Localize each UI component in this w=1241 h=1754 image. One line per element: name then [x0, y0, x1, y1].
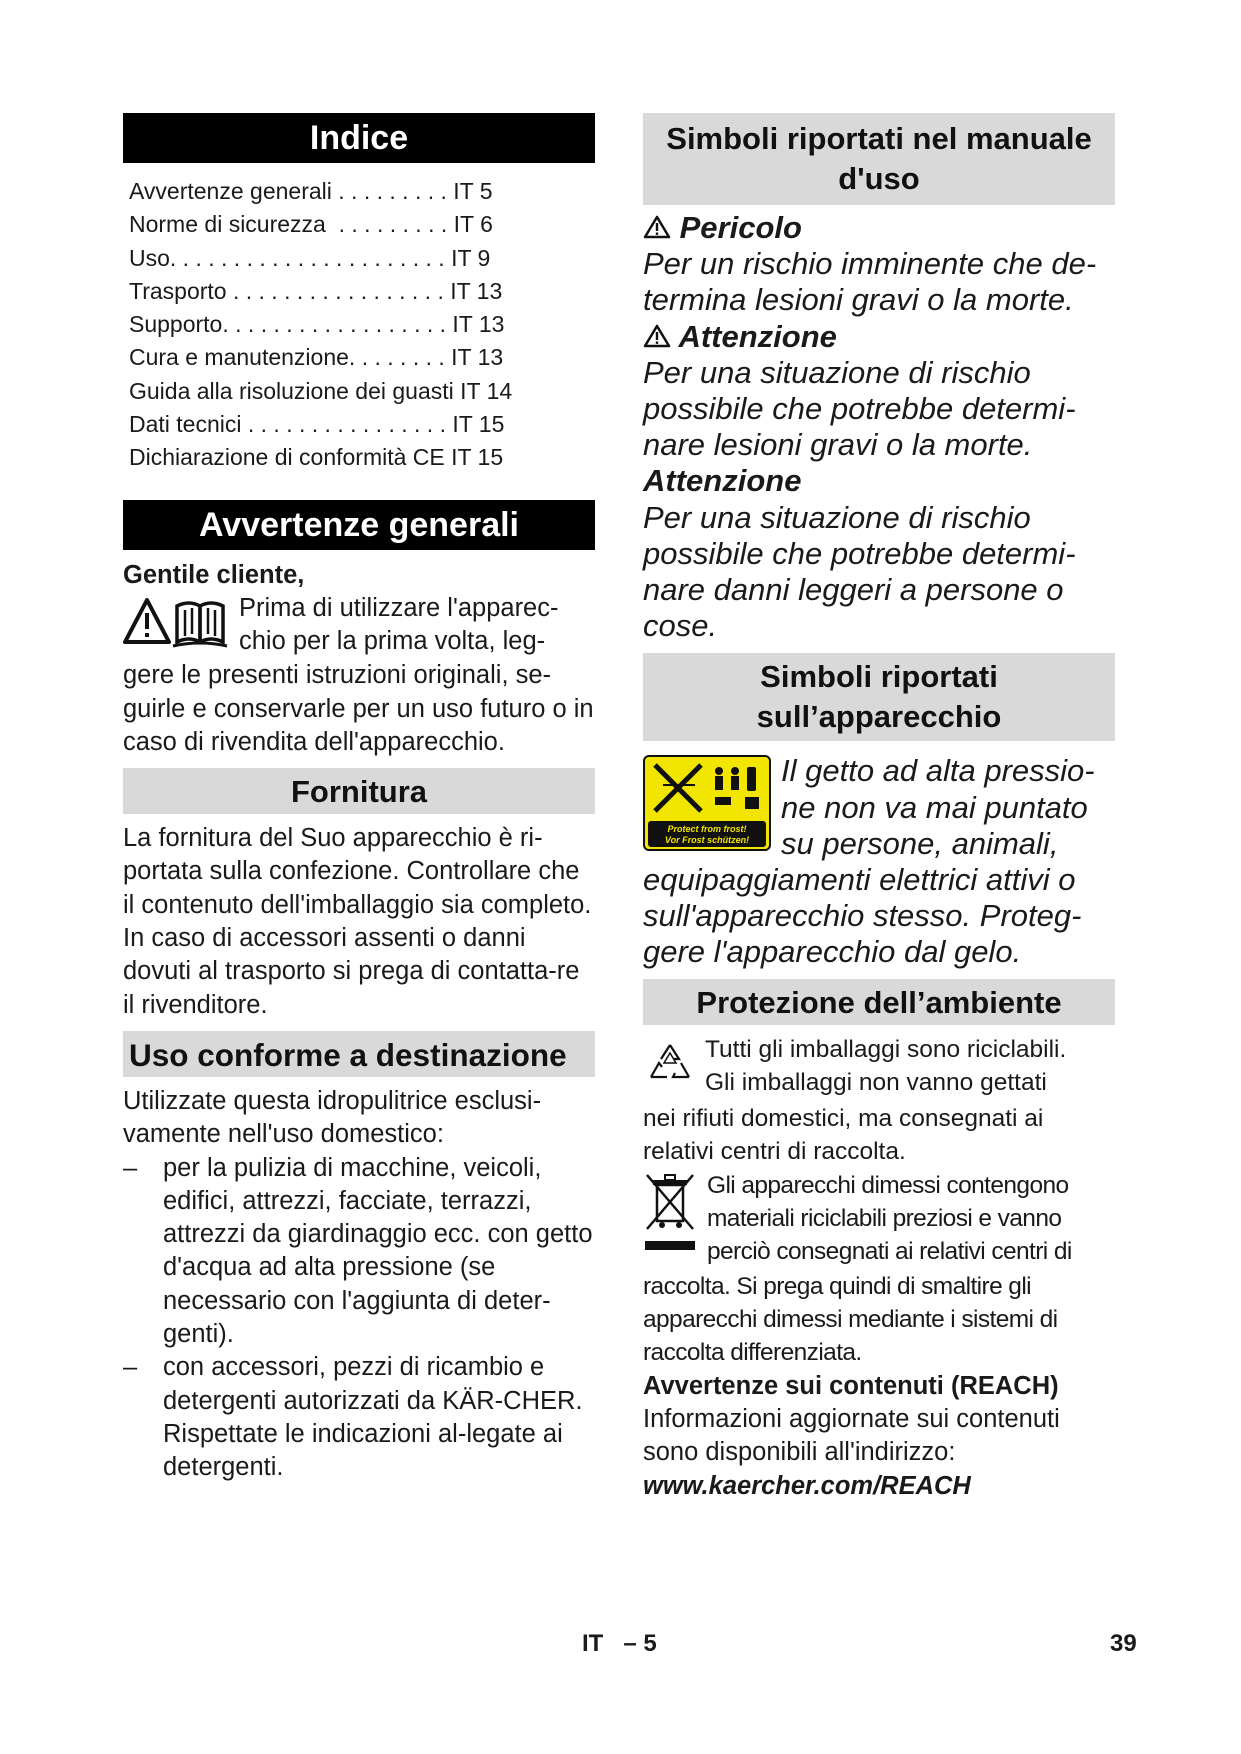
warning-triangle-icon [643, 319, 678, 354]
toc-label: Cura e manutenzione [129, 344, 349, 371]
caution-heading: Attenzione [643, 463, 802, 499]
toc-row[interactable] [129, 175, 589, 208]
device-symbols-title: Simboli riportati sull’apparecchio [643, 653, 1115, 741]
fornitura-title: Fornitura [123, 768, 595, 814]
toc-row[interactable] [129, 441, 589, 474]
intro-rest: gere le presenti istruzioni originali, se-guirle e conservarle per un uso futuro o in caso di rivendita dell'apparecchio. [123, 661, 594, 756]
toc-label: Avvertenze generali [129, 178, 332, 204]
reach-text: Informazioni aggiornate sui contenuti sono disponibili all'indirizzo: [643, 1405, 1060, 1467]
toc-label: Dichiarazione di conformità CE [129, 444, 445, 471]
intro-line: Prima di utilizzare l'apparec- [239, 593, 559, 622]
recycling-icon [643, 1039, 697, 1102]
danger-heading: Pericolo [643, 210, 1115, 246]
toc-page: IT 13 [450, 277, 503, 304]
weee-line: materiali riciclabili preziosi e vanno [707, 1204, 1062, 1232]
packaging-paragraph [643, 1033, 1115, 1169]
toc-row[interactable] [129, 275, 589, 308]
toc-label: Dati tecnici [129, 411, 242, 438]
weee-paragraph [643, 1169, 1115, 1370]
weee-line: Gli apparecchi dimessi contengono [707, 1171, 1069, 1199]
toc-dots: . . . . . . . . . . . . . . . . . [226, 277, 451, 304]
toc-label: Norme di sicurezza [129, 211, 326, 238]
toc-page: IT 13 [452, 311, 505, 338]
table-of-contents [123, 163, 595, 485]
reach-title: Avvertenze sui contenuti (REACH) [643, 1371, 1059, 1400]
dash-bullet: – [123, 1353, 138, 1382]
toc-page: IT 15 [451, 444, 504, 471]
toc-row[interactable] [129, 408, 589, 441]
toc-dots: . . . . . . . . . . . . . . . . . . . . . . [169, 244, 452, 271]
general-warnings-title: Avvertenze generali [123, 500, 595, 550]
high-pressure-warning-label-icon [643, 755, 771, 859]
right-column [643, 113, 1115, 1503]
toc-page: IT 14 [460, 377, 513, 404]
toc-label: Supporto [129, 311, 223, 338]
greeting: Gentile cliente, [123, 560, 305, 589]
left-column [123, 113, 595, 1485]
toc-page: IT 5 [453, 178, 493, 204]
caution-text: Per una situazione di rischio possibile che potrebbe determi-nare danni leggeri a persone o cose. [643, 499, 1076, 644]
environment-title: Protezione dell’ambiente [643, 979, 1115, 1025]
list-item: – per la pulizia di macchine, veicoli, edifici, attrezzi, facciate, terrazzi, attrezzi da giardinaggio ecc. con getto d'acqua ad alta pressione (se necessario con l'aggiunta di deter-genti). [123, 1153, 593, 1349]
device-symbol-paragraph [643, 753, 1115, 970]
fornitura-text-2: In caso di accessori assenti o danni dovuti al trasporto si prega di contatta-re il rivenditore. [123, 924, 580, 1019]
intro-paragraph [123, 592, 595, 759]
toc-dots: . . . . . . . . [348, 344, 452, 371]
footer-section-page: – 5 [623, 1630, 657, 1657]
toc-dots: . . . . . . . . . . . . . . . . [241, 411, 453, 438]
danger-text: Per un rischio imminente che de-termina lesioni gravi o la morte. [643, 246, 1097, 318]
toc-dots: . . . . . . . . . . . . . . . . . . [222, 311, 453, 338]
packaging-line: Gli imballaggi non vanno gettati [705, 1068, 1047, 1096]
intro-line: chio per la prima volta, leg- [239, 627, 546, 656]
toc-row[interactable] [129, 242, 589, 275]
toc-page: IT 9 [451, 244, 491, 271]
toc-page: IT 13 [451, 344, 504, 371]
warning-triangle-icon [643, 210, 680, 245]
toc-page: IT 15 [452, 411, 505, 438]
device-rest: equipaggiamenti elettrici attivi o sull'apparecchio stesso. Proteg-gere l'apparecchio dal gelo. [643, 862, 1082, 970]
device-line: ne non va mai puntato [781, 789, 1088, 825]
intended-use-title: Uso conforme a destinazione [123, 1031, 595, 1077]
reach-link[interactable]: www.kaercher.com/REACH [643, 1471, 971, 1500]
frost-label-text: Protect from frost! [667, 824, 747, 835]
warning-heading: Attenzione [643, 319, 1115, 355]
toc-label: Guida alla risoluzione dei guasti [129, 377, 454, 404]
warning-manual-icon [123, 596, 229, 659]
manual-symbols-title: Simboli riportati nel manuale d'uso [643, 113, 1115, 205]
toc-page: IT 6 [453, 211, 493, 238]
dash-bullet: – [123, 1153, 138, 1182]
weee-line: perciò consegnati ai relativi centri di [707, 1238, 1072, 1266]
warning-text: Per una situazione di rischio possibile che potrebbe determi-nare lesioni gravi o la morte. [643, 354, 1076, 463]
toc-label: Trasporto [129, 277, 227, 304]
fornitura-text: La fornitura del Suo apparecchio è ri-portata sulla confezione. Controllare che il contenuto dell'imballaggio sia completo. [123, 824, 592, 919]
packaging-line: Tutti gli imballaggi sono riciclabili. [705, 1035, 1067, 1063]
toc-title: Indice [123, 113, 595, 163]
footer-page-number: 39 [1110, 1630, 1137, 1657]
toc-label: Uso [129, 244, 170, 271]
toc-row[interactable] [129, 208, 589, 241]
toc-row[interactable] [129, 375, 589, 408]
intended-use-text: Utilizzate questa idropulitrice esclusi-vamente nell'uso domestico: [123, 1086, 542, 1149]
toc-row[interactable] [129, 308, 589, 341]
crossed-bin-icon [643, 1171, 697, 1270]
toc-dots: . . . . . . . . . [325, 211, 454, 238]
frost-label-text: Vor Frost schützen! [664, 835, 750, 846]
footer-page-ref [582, 1630, 657, 1658]
device-line: Il getto ad alta pressio- [781, 753, 1095, 789]
device-line: su persone, animali, [781, 825, 1059, 861]
toc-dots: . . . . . . . . . [331, 178, 454, 204]
toc-row[interactable] [129, 341, 589, 374]
weee-rest: raccolta. Si prega quindi di smaltire gli apparecchi dimessi mediante i sistemi di raccolta differenziata. [643, 1272, 1058, 1367]
list-item: – con accessori, pezzi di ricambio e detergenti autorizzati da KÄR-CHER. Rispettate le indicazioni al-legate ai detergenti. [123, 1353, 583, 1482]
packaging-rest: nei rifiuti domestici, ma consegnati ai relativi centri di raccolta. [643, 1104, 1044, 1166]
footer-lang: IT [582, 1630, 604, 1657]
